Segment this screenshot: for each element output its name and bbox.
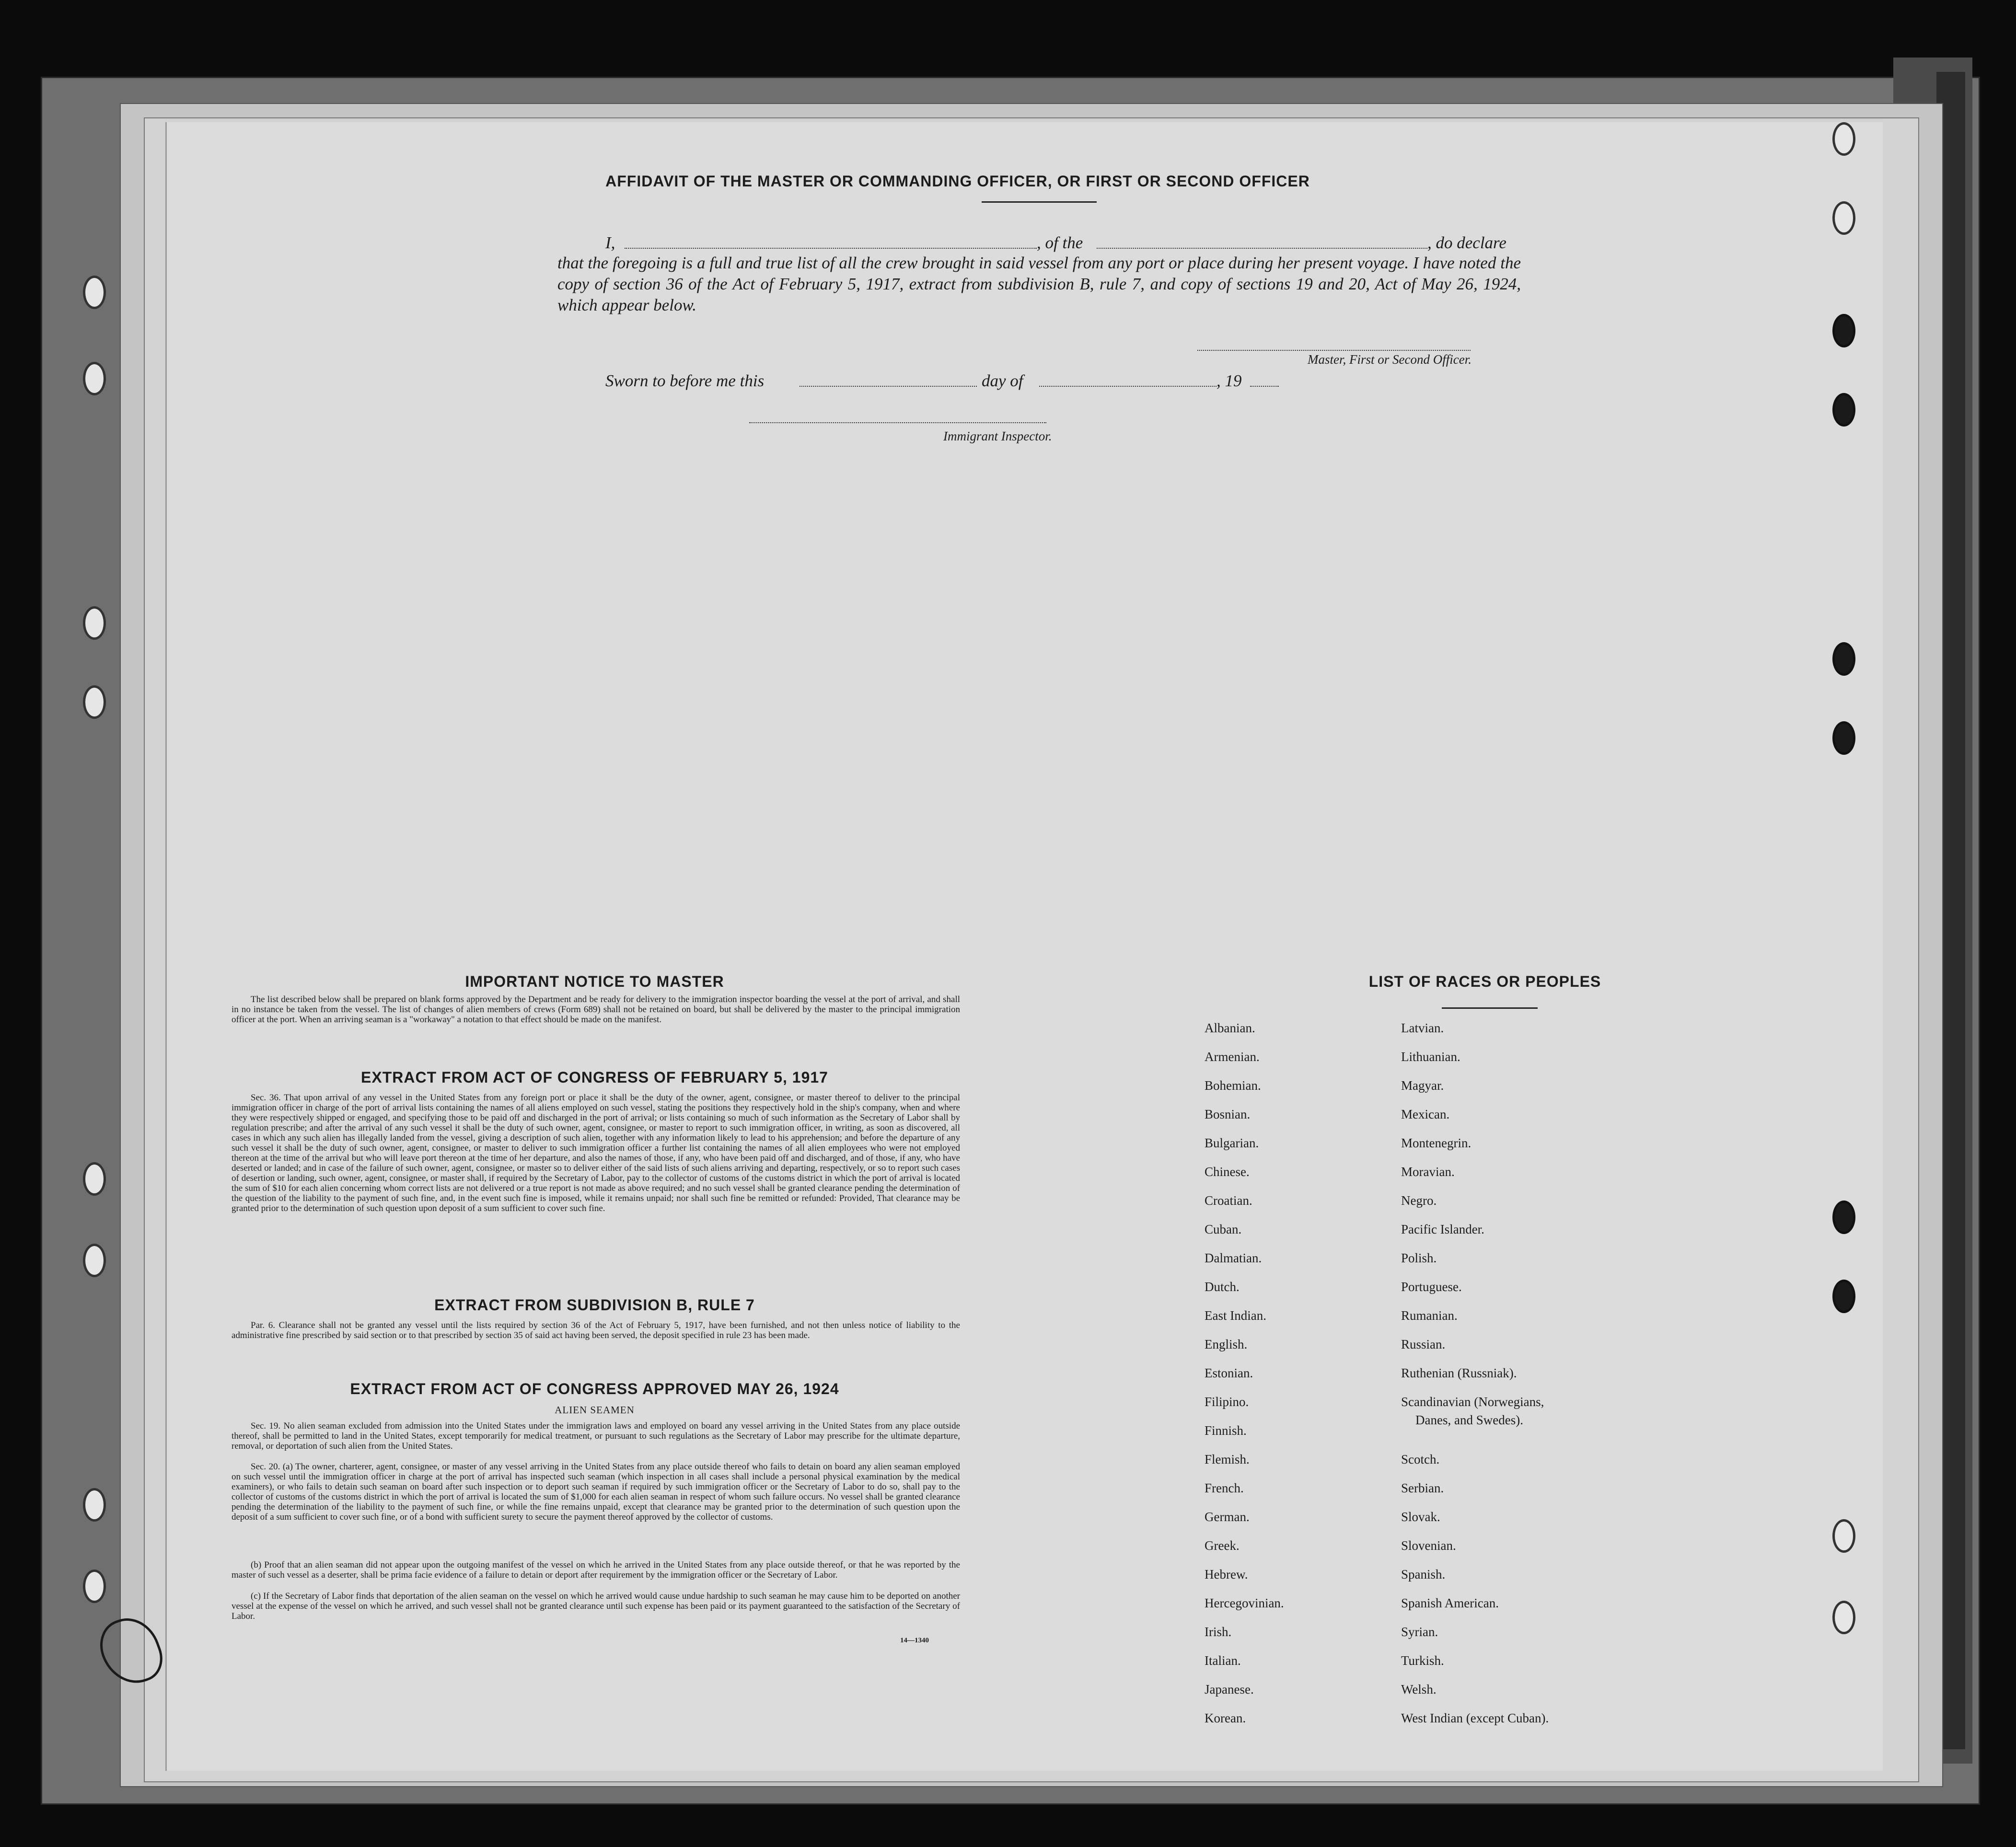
punch-hole [1832,642,1855,676]
race-item: Dalmatian. [1205,1251,1262,1265]
punch-hole [83,1162,106,1196]
race-item: Finnish. [1205,1423,1247,1438]
race-item: Spanish American. [1401,1596,1499,1610]
race-item: Italian. [1205,1653,1241,1668]
sworn-year: , 19 [1217,371,1242,390]
race-item: Lithuanian. [1401,1050,1460,1064]
extract-1917-title: EXTRACT FROM ACT OF CONGRESS OF FEBRUARY 5, 1917 [361,1069,828,1086]
name-blank[interactable] [625,248,1037,249]
race-item: Filipino. [1205,1395,1249,1409]
signature-label: Master, First or Second Officer. [1308,352,1471,367]
race-item: Cuban. [1205,1222,1242,1236]
race-item: Montenegrin. [1401,1136,1471,1150]
extract-1924-sec20a: Sec. 20. (a) The owner, charterer, agent, consignee, or master of any vessel arriving in the United States from any place outside thereof who fails to detain on board any alien seaman employed on such vessel until the immigration officer in charge at the port of arrival has inspected such seaman (which inspection in all cases shall include a personal physical examination by the medical examiners), or who fails to detain such seaman on board after such inspection or to deport such seaman if required by such immigration officer or the Secretary of Labor to do so, shall pay to the collector of customs of the customs district in which the port of arrival is located the sum of $1,000 for each alien seaman in respect of whom such failure occurs. No vessel shall be granted clearance pending the determination of the liability to the payment of such fine, or while the fine remains unpaid, except that clearance may be granted prior to the determination of such question upon the deposit of a sum sufficient to cover such fine, or of a bond with sufficient surety to secure the payment thereof approved by the collector of customs. [232,1462,960,1522]
race-item: Spanish. [1401,1567,1446,1581]
race-item: East Indian. [1205,1308,1266,1323]
extract-1924-sec20c: (c) If the Secretary of Labor finds that deportation of the alien seaman on the vessel on which he arrived would cause undue hardship to such seaman he may cause him to be deported on another vessel at the expense of the vessel on which he arrived, and such vessel shall not be granted clearance until such expense has been paid or its payment guaranteed to the satisfaction of the Secretary of Labor. [232,1591,960,1621]
inspector-signature-line[interactable] [749,422,1046,423]
race-item: German. [1205,1510,1250,1524]
affidavit-title: AFFIDAVIT OF THE MASTER OR COMMANDING OFFICER, OR FIRST OR SECOND OFFICER [605,173,1310,190]
race-item: Bohemian. [1205,1078,1261,1093]
race-item: Bulgarian. [1205,1136,1259,1150]
race-item: Chinese. [1205,1165,1250,1179]
race-item: Slovenian. [1401,1538,1456,1553]
punch-hole [1832,1601,1855,1634]
race-item: Flemish. [1205,1452,1250,1466]
affidavit-line1-i: I, [605,233,615,252]
punch-hole [1832,122,1855,156]
race-item: Pacific Islander. [1401,1222,1484,1236]
extract-1924-sec19: Sec. 19. No alien seaman excluded from admission into the United States under the immigration laws and employed on board any vessel arriving in the United States from any place outside thereof, shall be permitted to land in the United States, except temporarily for medical treatment, or pursuant to such regulations as the Secretary of Labor may prescribe for the ultimate departure, removal, or deportation of such alien from the United States. [232,1421,960,1451]
race-item: Portuguese. [1401,1280,1462,1294]
race-item: Danes, and Swedes). [1415,1413,1523,1427]
race-item: Russian. [1401,1337,1446,1351]
sworn-day-of: day of [982,371,1023,390]
title-underline [982,201,1097,203]
races-left-column [1205,1021,1284,1740]
race-item: French. [1205,1481,1244,1495]
notice-title: IMPORTANT NOTICE TO MASTER [465,973,724,990]
punch-hole [83,1570,106,1603]
punch-hole [83,362,106,395]
race-item: Greek. [1205,1538,1240,1553]
sworn-month-blank[interactable] [1039,386,1217,387]
race-item: Dutch. [1205,1280,1240,1294]
race-item: Korean. [1205,1711,1246,1725]
race-item: Turkish. [1401,1653,1444,1668]
punch-hole [83,606,106,640]
race-item: Rumanian. [1401,1308,1458,1323]
race-item: Serbian. [1401,1481,1444,1495]
race-item: Syrian. [1401,1625,1438,1639]
race-item: Irish. [1205,1625,1232,1639]
race-item: Japanese. [1205,1682,1254,1697]
race-item: English. [1205,1337,1248,1351]
race-item: Magyar. [1401,1078,1444,1093]
race-item: Croatian. [1205,1193,1252,1208]
punch-hole [1832,1280,1855,1313]
punch-hole [1832,201,1855,235]
document-page [165,122,1883,1771]
races-title-underline [1442,1007,1538,1009]
race-item: Negro. [1401,1193,1437,1208]
form-number: 14—1340 [900,1637,929,1644]
inspector-label: Immigrant Inspector. [943,429,1052,443]
races-right-column [1401,1021,1549,1740]
race-item: West Indian (except Cuban). [1401,1711,1549,1725]
vessel-blank[interactable] [1097,248,1427,249]
punch-hole [83,276,106,309]
races-title: LIST OF RACES OR PEOPLES [1368,973,1601,990]
sworn-day-blank[interactable] [799,386,977,387]
race-item: Polish. [1401,1251,1437,1265]
punch-hole [1832,721,1855,755]
race-item: Latvian. [1401,1021,1444,1035]
sworn-text: Sworn to before me this [605,371,765,390]
punch-hole [83,685,106,719]
extract-1917-text: Sec. 36. That upon arrival of any vessel in the United States from any foreign port or place it shall be the duty of the owner, agent, consignee, or master thereof to deliver to the principal immigration officer in charge of the port of arrival lists containing the names of all aliens employed on such vessel, stating the positions they respectively hold in the ship's company, when and where they were respectively shipped or engaged, and specifying those to be paid off and discharged in the port of arrival; or lists containing so much of such information as the Secretary of Labor shall by regulation prescribe; and after the arrival of any such vessel it shall be the duty of such owner, agent, consignee, or master to report to such immigration officer, in writing, as soon as discovered, all cases in which any such alien has illegally landed from the vessel, giving a description of such alien, together with any information likely to lead to his apprehension; and before the departure of any such vessel it shall be the duty of such owner, agent, consignee, or master to deliver to such immigration officer a further list containing the names of all alien employees who were not employed thereon at the time of the arrival but who will leave port thereon at the time of her departure, and also the names of those, if any, who have been paid off and discharged, and of those, if any, who have deserted or landed; and in case of the failure of such owner, agent, consignee, or master so to deliver either of the said lists of such aliens arriving and departing, respectively, or so to report such cases of desertion or landing, such owner, agent, consignee, or master shall, if required by the Secretary of Labor, pay to the collector of customs of the customs district in which the port of arrival is located the sum of $10 for each alien concerning whom correct lists are not delivered or a true report is not made as above required; and no such vessel shall be granted clearance pending the determination of the question of the liability to the payment of such fine, and, in the event such fine is imposed, while it remains unpaid; nor shall such fine be remitted or refunded: Provided, That clearance may be granted prior to the determination of such question upon deposit of a sum sufficient to cover such fine. [232,1093,960,1213]
race-item: Mexican. [1401,1107,1450,1121]
race-item: Scandinavian (Norwegians, [1401,1395,1544,1409]
race-item: Ruthenian (Russniak). [1401,1366,1517,1380]
signature-line[interactable] [1197,350,1471,351]
race-item: Bosnian. [1205,1107,1251,1121]
race-item: Estonian. [1205,1366,1253,1380]
affidavit-line1-of-the: , of the [1037,233,1083,252]
extract-1924-sec20b: (b) Proof that an alien seaman did not appear upon the outgoing manifest of the vessel on which he arrived in the United States from any place outside thereof, or that he was reported by the master of such vessel as a deserter, shall be prima facie evidence of a failure to detain or deport after requirement by the immigration officer or the Secretary of Labor. [232,1560,960,1580]
race-item: Hebrew. [1205,1567,1248,1581]
notice-text: The list described below shall be prepared on blank forms approved by the Department and be ready for delivery to the immigration inspector boarding the vessel at the port of arrival, and shall in no instance be taken from the vessel. The list of changes of alien members of crews (Form 689) shall not be retained on board, but shall be delivered by the master to the principal immigration officer at the port. When an arriving seaman is a "workaway" a notation to that effect should be made on the manifest. [232,994,960,1025]
subdivision-b-text: Par. 6. Clearance shall not be granted any vessel until the lists required by section 36 of the Act of February 5, 1917, have been furnished, and not then unless notice of liability to the administrative fine prescribed by said section or to that prescribed by section 35 of said act having been served, the deposit specified in rule 23 has been made. [232,1320,960,1340]
subdivision-b-title: EXTRACT FROM SUBDIVISION B, RULE 7 [434,1296,755,1314]
race-item: Moravian. [1401,1165,1455,1179]
affidavit-line1-declare: , do declare [1427,233,1506,252]
race-item: Slovak. [1401,1510,1440,1524]
race-item: Armenian. [1205,1050,1260,1064]
race-item: Welsh. [1401,1682,1437,1697]
punch-hole [83,1488,106,1522]
extract-1924-subtitle: ALIEN SEAMEN [555,1404,635,1416]
race-item: Hercegovinian. [1205,1596,1284,1610]
punch-hole [1832,1201,1855,1234]
punch-hole [1832,1519,1855,1553]
race-item: Scotch. [1401,1452,1440,1466]
punch-hole [83,1244,106,1277]
sworn-year-blank[interactable] [1250,386,1279,387]
extract-1924-title: EXTRACT FROM ACT OF CONGRESS APPROVED MAY 26, 1924 [350,1380,839,1397]
punch-hole [1832,393,1855,427]
affidavit-body: that the foregoing is a full and true list of all the crew brought in said vessel from any port or place during her present voyage. I have noted the copy of section 36 of the Act of February 5, 1917, extract from subdivision B, rule 7, and copy of sections 19 and 20, Act of May 26, 1924, which appear below. [557,254,1521,314]
race-item: Albanian. [1205,1021,1255,1035]
punch-hole [1832,314,1855,347]
